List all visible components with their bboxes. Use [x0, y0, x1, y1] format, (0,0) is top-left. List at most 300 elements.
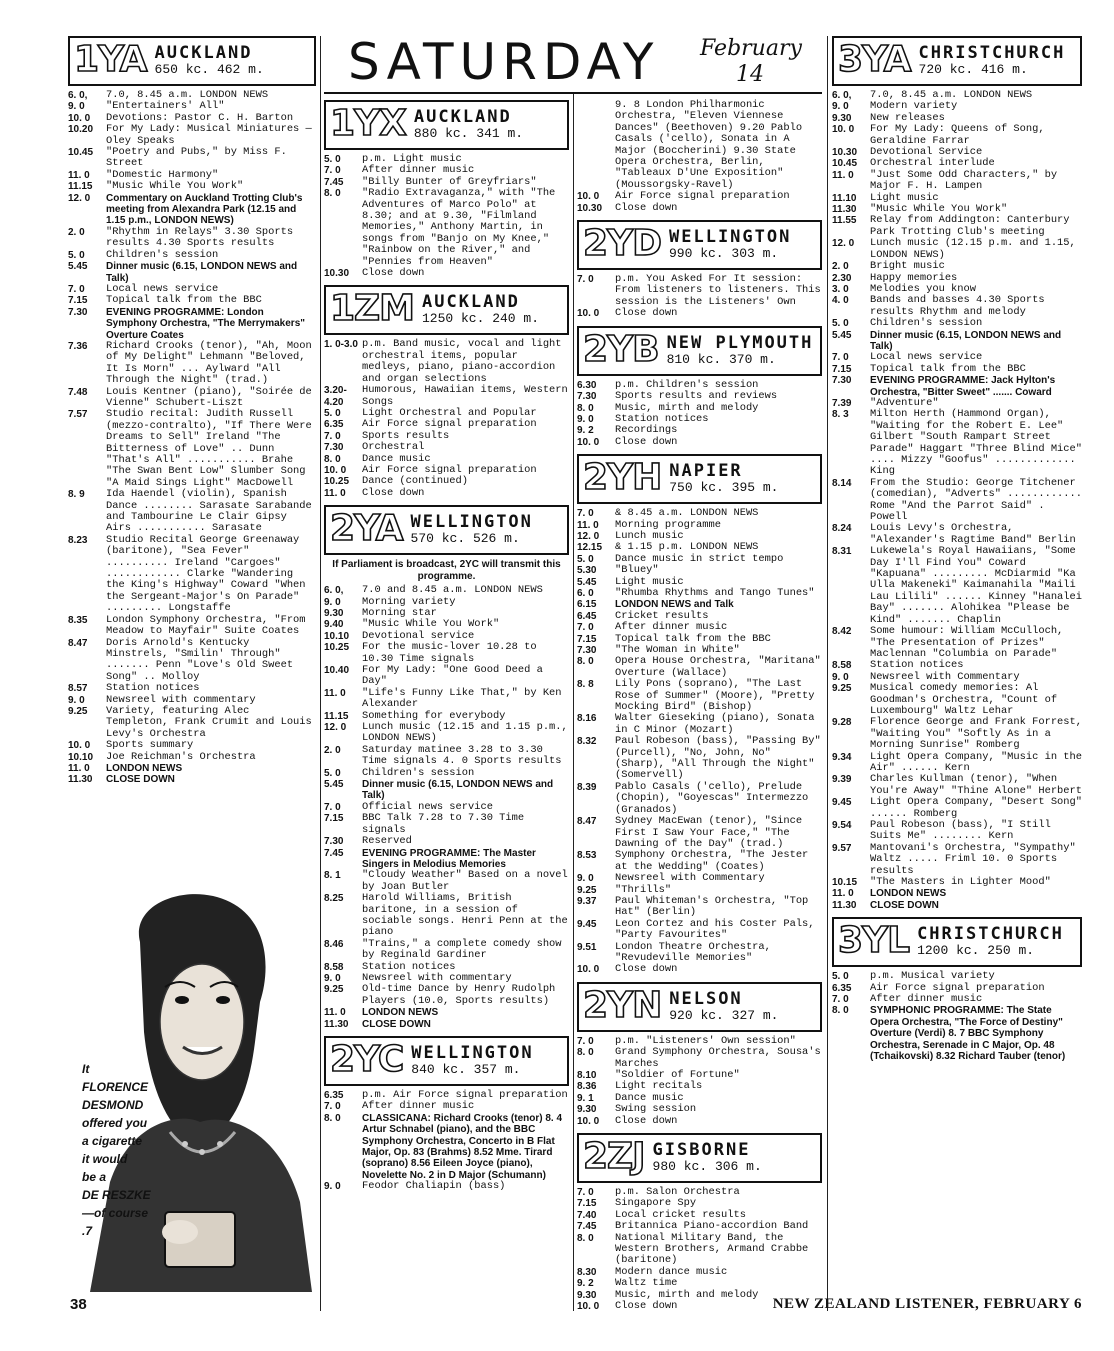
programme-description: Newsreel with Commentary	[615, 872, 765, 885]
programme-description: Modern dance music	[615, 1265, 728, 1278]
programme-item	[68, 307, 316, 341]
programme-time: 5. 0	[324, 767, 341, 779]
programme-time: 8.16	[577, 713, 597, 725]
station-frequency: 1250 kc. 240 m.	[421, 311, 540, 327]
station-2yn	[577, 982, 822, 1127]
programme-time: 5. 0	[832, 318, 849, 330]
station-logo: 2YC	[330, 1039, 404, 1080]
station-logo: 1YA	[74, 39, 147, 80]
programme-description: Lunch music (12.15 p.m. and 1.15, LONDON NEWS)	[870, 237, 1076, 261]
programme-time: 11. 0	[324, 487, 346, 499]
programme-item	[324, 893, 569, 939]
programme-time: 9.25	[577, 884, 597, 896]
programme-time: 9. 0	[577, 873, 594, 885]
programme-description: National Military Band, the Western Brothers, Armand Crabbe (baritone)	[615, 1231, 809, 1267]
programme-item	[324, 848, 569, 871]
programme-item	[324, 722, 569, 745]
programme-item	[324, 1007, 569, 1018]
programme-description: Richard Crooks (tenor), "Ah, Moon of My Delight" Lehmann "Beloved, It Is Morn" ... Aylward "All Through the Night" (trad.)	[106, 339, 312, 387]
programme-time: 5. 0	[832, 971, 849, 983]
programme-description: Florence George and Frank Forrest, "Waiting You" "Softly As in a Morning Sunrise" Romberg	[870, 716, 1083, 752]
programme-time: 9. 2	[577, 1278, 594, 1290]
programme-item	[68, 535, 316, 615]
programme-description: Station notices	[615, 412, 709, 425]
station-city: AUCKLAND	[413, 107, 512, 127]
programme-description: Devotional Service	[870, 146, 983, 159]
programme-description: Reserved	[362, 835, 412, 848]
programme-description: CLASSICANA: Richard Crooks (tenor) 8. 4 Artur Schnabel (piano), and the BBC Symphony Orchestra, Concerto in B Flat Major, Op. 83 (Brahms) 8.52 Mme. Tirard (soprano) 8.56 Eileen Joyce (piano), Novelette No. 2 in D Major (Schumann)	[362, 1112, 563, 1181]
programme-time: 6. 0	[577, 587, 594, 599]
programme-time: 10. 0	[577, 308, 600, 320]
programme-time: 8. 3	[832, 409, 849, 421]
programme-time: 7.15	[577, 1198, 597, 1210]
programme-description: CLOSE DOWN	[362, 1018, 431, 1030]
programme-time: 2. 0	[68, 226, 85, 238]
programme-item	[68, 489, 316, 535]
advert-line: it would	[82, 1152, 128, 1166]
header-rule	[324, 92, 822, 94]
programme-item	[324, 836, 569, 847]
advert-line: FLORENCE	[82, 1080, 148, 1094]
programme-item	[832, 215, 1082, 238]
programme-time: 8.36	[577, 1081, 597, 1093]
programme-description: "Soldier of Fortune"	[615, 1069, 740, 1081]
programme-description: Sports results	[362, 429, 450, 442]
station-frequency: 920 kc. 327 m.	[669, 1007, 779, 1023]
station-frequency: 880 kc. 341 m.	[413, 126, 524, 141]
programme-time: 7.45	[324, 176, 344, 188]
programme-time: 5.45	[324, 779, 344, 791]
programme-item	[577, 308, 822, 319]
programme-time: 6. 0,	[68, 90, 88, 101]
programme-description: Light music	[615, 575, 684, 588]
programme-description: Orchestral interlude	[870, 157, 995, 170]
programme-description: CLOSE DOWN	[106, 774, 175, 786]
programme-item	[324, 870, 569, 893]
programme-item	[68, 638, 316, 684]
programme-description: Air Force signal preparation	[362, 418, 537, 431]
programme-item	[324, 476, 569, 487]
programme-description: & 1.15 p.m. LONDON NEWS	[615, 541, 759, 554]
broadcast-note: If Parliament is broadcast, 2YC will transmit this programme.	[332, 559, 561, 583]
station-info	[410, 102, 567, 148]
programme-description: "Bluey"	[615, 564, 659, 577]
programme-time: 7.45	[324, 847, 344, 859]
programme-time: 7.30	[324, 442, 344, 454]
programme-item	[577, 191, 822, 202]
programme-item	[832, 375, 1082, 398]
programme-time: 10.15	[832, 877, 858, 889]
programme-description: Lunch music (12.15 and 1.15 p.m., LONDON NEWS)	[362, 721, 568, 745]
programme-description: Local news service	[870, 351, 983, 364]
station-header	[324, 505, 569, 555]
programme-description: Harold Williams, British baritone, in a session of sociable songs. Henri Penn at the piano	[362, 892, 568, 939]
programme-description: Leon Cortez and his Coster Pals, "Party Favourites"	[615, 917, 815, 942]
programme-description: Ida Haendel (violin), Spanish Dance ........ Sarasate Sarabande and Tambourine Le Clair Gipsy Airs ........... Sarasate	[106, 488, 312, 535]
programme-description: Newsreel with Commentary	[870, 670, 1020, 683]
programme-item	[324, 813, 569, 836]
programme-time: 12. 0	[324, 722, 347, 734]
programme-description: Milton Herth (Hammond Organ), "Waiting for the Robert E. Lee" Gilbert "South Rampart Street Parade" Haggart "Three Blind Mice" .... Mizzy "Goofus" ............. King	[870, 408, 1083, 478]
station-info	[915, 38, 1080, 84]
programme-description: Topical talk from the BBC	[106, 294, 262, 307]
programme-description: London Symphony Orchestra, "From Meadow to Mayfair" Suite Coates	[106, 613, 306, 638]
programme-list	[577, 380, 822, 448]
programme-time: 10. 0	[68, 112, 91, 124]
advert-line: .7	[82, 1224, 93, 1238]
programme-time: 7.30	[577, 391, 597, 403]
programme-time: 11. 0	[324, 1007, 346, 1019]
programme-description: From the Studio: George Titchener (comedian), "Adverts" ............ Rome "And the Parrot Said" . Powell	[870, 476, 1083, 524]
programme-description: Air Force signal preparation	[870, 981, 1045, 994]
station-1yx	[324, 100, 569, 279]
programme-description: For My Lady: Musical Miniatures —Oley Speaks	[106, 123, 312, 147]
programme-description: Station notices	[362, 960, 456, 973]
programme-time: 8. 0	[324, 1112, 341, 1124]
programme-description: Pablo Casals ('cello), Prelude (Chopin), "Goyescas" Intermezzo (Granados)	[615, 780, 809, 816]
programme-time: 7.15	[577, 633, 597, 645]
programme-item	[577, 736, 822, 782]
programme-time: 8.24	[832, 523, 852, 535]
programme-time: 10. 0	[577, 191, 600, 203]
programme-time: 5. 0	[577, 553, 594, 565]
programme-time: 11. 0	[577, 519, 599, 531]
advert-line: be a	[82, 1170, 107, 1184]
programme-description: "Entertainers' All"	[106, 100, 225, 113]
programme-time: 8.14	[832, 477, 852, 489]
programme-list	[324, 1090, 569, 1193]
programme-description: Louis Levy's Orchestra, "Alexander's Ragtime Band" Berlin	[870, 522, 1076, 546]
station-header	[577, 982, 822, 1032]
programme-time: 10. 0	[577, 1301, 600, 1313]
station-city: GISBORNE	[652, 1140, 751, 1161]
programme-description: p.m. Band music, vocal and light orchestral items, popular medleys, piano, piano-accordion and organ selections	[362, 338, 562, 385]
programme-item	[832, 660, 1082, 671]
programme-time: 10.20	[68, 124, 94, 136]
programme-description: "Radio Extravaganza," with "The Adventures of Marco Polo" at 8.30; and at 9.30, "Filmland Memories," Anthony Martin, in songs from "Banjo on My Knee," "Rainbow on the River," and "Pennies from Heaven"	[362, 187, 556, 268]
programme-time: 7.45	[577, 1221, 597, 1233]
programme-item	[68, 740, 316, 751]
programme-time: 10.30	[324, 268, 350, 280]
programme-time: 11.55	[832, 215, 857, 227]
programme-description: Dance (continued)	[362, 475, 469, 488]
programme-time: 7.30	[832, 375, 852, 387]
programme-description: Station notices	[870, 659, 964, 672]
programme-item	[324, 597, 569, 608]
programme-item	[577, 964, 822, 975]
programme-time: 9.37	[577, 895, 597, 907]
programme-time: 8.10	[577, 1070, 597, 1081]
programme-item	[324, 768, 569, 779]
date-label	[700, 36, 800, 88]
station-logo: 2YB	[583, 328, 659, 370]
station-info	[663, 328, 820, 374]
programme-item	[832, 523, 1082, 546]
programme-time: 8.35	[68, 614, 88, 626]
programme-time: 10.30	[577, 202, 603, 214]
programme-description: LONDON NEWS	[870, 888, 947, 900]
programme-description: Topical talk from the BBC	[615, 632, 771, 645]
programme-description: & 8.45 a.m. LONDON NEWS	[615, 507, 759, 520]
programme-description: LONDON NEWS	[106, 762, 183, 774]
station-frequency: 720 kc. 416 m.	[918, 62, 1028, 77]
programme-item	[68, 227, 316, 250]
programme-description: Relay from Addington: Canterbury Park Trotting Club's meeting	[870, 214, 1070, 238]
programme-time: 5.45	[68, 261, 88, 273]
programme-item	[68, 295, 316, 306]
programme-time: 6.35	[832, 982, 852, 994]
programme-description: "Poetry and Pubs," by Miss F. Street	[106, 146, 287, 170]
station-info	[407, 507, 567, 553]
programme-time: 6. 0,	[324, 585, 344, 597]
programme-item	[577, 1047, 822, 1070]
advert-line: It	[82, 1062, 90, 1076]
programme-description: London Theatre Orchestra, "Revudeville Memories"	[615, 940, 771, 964]
programme-time: 9.39	[832, 774, 852, 786]
programme-item	[68, 706, 316, 740]
programme-item	[832, 774, 1082, 797]
programme-time: 1. 0-3.0	[324, 339, 358, 351]
programme-time: 3. 0	[832, 283, 849, 295]
programme-description: Close down	[362, 267, 425, 280]
programme-description: p.m. "Listeners' Own session"	[615, 1034, 796, 1047]
programme-description: Newsreel with commentary	[362, 971, 512, 984]
programme-time: 8.31	[832, 546, 852, 558]
page-number: 38	[70, 1296, 87, 1313]
programme-description: "Thrills"	[615, 883, 672, 896]
programme-time: 11. 0	[832, 169, 854, 181]
programme-time: 8. 0	[832, 1005, 849, 1017]
programme-description: Music, mirth and melody	[615, 1288, 759, 1301]
programme-item	[324, 939, 569, 962]
programme-description: Symphony Orchestra, "The Jester at the Wedding" (Coates)	[615, 849, 809, 873]
programme-time: 12.15	[577, 542, 603, 554]
programme-description: Waltz time	[615, 1277, 678, 1290]
programme-description: Dance music	[362, 452, 431, 465]
programme-description: Dinner music (6.15, LONDON NEWS and Talk)	[870, 329, 1062, 352]
programme-item	[577, 816, 822, 850]
programme-item	[68, 683, 316, 694]
programme-time: 8.30	[577, 1266, 597, 1278]
programme-item	[324, 268, 569, 279]
programme-time: 9.45	[832, 797, 852, 809]
programme-time: 7.15	[324, 813, 344, 825]
programme-description: Light recitals	[615, 1080, 703, 1093]
programme-description: Lily Pons (soprano), "The Last Rose of Summer" (Moore), "Pretty Mocking Bird" (Bishop)	[615, 678, 815, 714]
programme-description: Studio recital: Judith Russell (mezzo-contralto), "If There Were Dreams to Sell" Ireland "The Bitterness of Love" .. Dunn "That's All" ........... Brahe "The Swan Bent Low" Slumber Song "A Maid Sings Light" MacDowell	[106, 408, 312, 489]
programme-item	[68, 409, 316, 489]
programme-time: 8.53	[577, 850, 597, 862]
programme-item	[324, 431, 569, 442]
programme-description: 7.0, 8.45 a.m. LONDON NEWS	[106, 89, 269, 101]
programme-item	[577, 850, 822, 873]
programme-time: 11.10	[832, 192, 857, 204]
programme-time	[577, 100, 615, 191]
advertisement-de-reszke	[70, 882, 312, 1312]
programme-item	[577, 588, 822, 599]
programme-description: SYMPHONIC PROGRAMME: The State Opera Orchestra, "The Force of Destiny" Overture (Verdi) 8. 7 BBC Symphony Orchestra, Serenade in C Major, Op. 48 (Tchaikovski) 8.32 Richard Tauber (tenor)	[870, 1005, 1066, 1063]
programme-time: 10.25	[324, 642, 350, 654]
programme-item	[832, 683, 1082, 717]
programme-description: Morning variety	[362, 595, 456, 608]
column-4	[832, 36, 1082, 1069]
programme-description: EVENING PROGRAMME: The Master Singers in Melodius Memories	[362, 847, 536, 870]
programme-description: Studio Recital George Greenaway (baritone), "Sea Fever" .......... Ireland "Cargoes" ............ Clarke "Wandering the King's Highway" Coward "When the Sergeant-Major's On Parade" ......... Longstaffe	[106, 533, 306, 615]
programme-description: "Just Some Odd Characters," by Major F. H. Lampen	[870, 168, 1058, 193]
programme-description: Modern variety	[870, 100, 958, 113]
programme-description: LONDON NEWS	[362, 1007, 439, 1019]
programme-item	[68, 615, 316, 638]
station-1yx-continued	[577, 100, 822, 214]
programme-description: Dance music in strict tempo	[615, 552, 784, 565]
station-city: AUCKLAND	[421, 292, 520, 313]
station-header	[577, 454, 822, 504]
programme-time: 9.30	[577, 1289, 597, 1301]
programme-item	[577, 1233, 822, 1267]
programme-list	[832, 90, 1082, 911]
station-city: WELLINGTON	[411, 1043, 534, 1063]
programme-description: Devotional service	[362, 629, 475, 642]
programme-list	[577, 274, 822, 320]
station-frequency: 810 kc. 370 m.	[666, 351, 776, 367]
programme-description: Sydney MacEwan (tenor), "Since First I Saw Your Face," "The Dawning of the Day" (trad.)	[615, 815, 803, 850]
station-1zm	[324, 285, 569, 499]
programme-item	[832, 330, 1082, 353]
station-frequency: 750 kc. 395 m.	[669, 480, 779, 496]
programme-description: New releases	[870, 111, 945, 124]
programme-item	[577, 896, 822, 919]
programme-item	[577, 1221, 822, 1232]
station-frequency: 840 kc. 357 m.	[411, 1062, 521, 1077]
programme-item	[324, 1181, 569, 1192]
programme-time: 9. 0	[324, 1181, 341, 1193]
programme-description: Newsreel with commentary	[106, 693, 256, 706]
programme-time: 9.30	[324, 607, 344, 619]
programme-description: Close down	[615, 963, 678, 976]
programme-description: "Rhythm in Relays" 3.30 Sports results 4.30 Sports results	[106, 225, 294, 250]
programme-time: 9. 0	[68, 694, 85, 706]
programme-description: EVENING PROGRAMME: Jack Hylton's Orchestra, "Bitter Sweet" ....... Coward	[870, 375, 1056, 398]
programme-time: 8. 1	[324, 870, 341, 882]
programme-time: 10.45	[68, 147, 94, 159]
programme-time: 7.40	[577, 1209, 597, 1221]
programme-item	[68, 181, 316, 192]
programme-time: 8. 8	[577, 679, 594, 691]
programme-time: 12. 0	[577, 530, 600, 542]
programme-item	[832, 1005, 1082, 1062]
programme-time: 8.57	[68, 683, 88, 695]
station-header	[577, 220, 822, 270]
programme-item	[832, 717, 1082, 751]
programme-list	[577, 1187, 822, 1312]
programme-item	[577, 1081, 822, 1092]
programme-time: 9.28	[832, 717, 852, 729]
programme-time: 8.58	[324, 961, 344, 973]
programme-time: 6. 0,	[832, 90, 852, 101]
programme-description: Lunch music	[615, 529, 684, 542]
programme-time: 9.51	[577, 941, 597, 953]
programme-description: Walter Gieseking (piano), Sonata in C Minor (Mozart)	[615, 712, 815, 736]
programme-item	[68, 387, 316, 410]
programme-item	[577, 437, 822, 448]
programme-description: Happy memories	[870, 271, 958, 284]
programme-description: Melodies you know	[870, 282, 977, 295]
station-frequency: 980 kc. 306 m.	[652, 1159, 762, 1175]
programme-item	[832, 877, 1082, 888]
programme-description: LONDON NEWS and Talk	[615, 599, 734, 611]
programme-time: 7. 0	[832, 352, 849, 364]
programme-time: 7.48	[68, 386, 88, 398]
station-3ya	[832, 36, 1082, 911]
programme-time: 12. 0	[832, 238, 855, 250]
programme-item	[577, 873, 822, 884]
programme-time: 10.40	[324, 665, 350, 676]
programme-time: 7.30	[68, 306, 88, 318]
programme-time: 5.45	[832, 329, 852, 341]
programme-item	[832, 888, 1082, 899]
programme-description: Close down	[615, 201, 678, 214]
station-city: CHRISTCHURCH	[918, 43, 1066, 63]
programme-item	[324, 1113, 569, 1181]
programme-description: "Trains," a complete comedy show by Reginald Gardiner	[362, 937, 562, 962]
programme-description: Swing session	[615, 1103, 697, 1116]
programme-time: 6.35	[324, 1090, 344, 1101]
station-header	[324, 285, 569, 335]
programme-item	[577, 425, 822, 436]
programme-time: 7.30	[324, 836, 344, 848]
programme-description: "Domestic Harmony"	[106, 168, 219, 181]
programme-time: 11.30	[324, 1018, 349, 1030]
station-2yd	[577, 220, 822, 320]
programme-time: 7. 0	[324, 165, 341, 177]
station-info	[913, 919, 1080, 965]
programme-item	[832, 820, 1082, 843]
programme-description: Recordings	[615, 424, 678, 437]
programme-time: 6.15	[577, 599, 597, 611]
programme-item	[832, 170, 1082, 193]
programme-description: Opera House Orchestra, "Maritana" Overture (Wallace)	[615, 655, 821, 679]
advert-line: DE RESZKE	[82, 1188, 151, 1202]
column-3	[577, 100, 822, 1319]
programme-item	[324, 779, 569, 802]
programme-item	[832, 124, 1082, 147]
programme-description: 7.0 and 8.45 a.m. LONDON NEWS	[362, 584, 543, 597]
programme-description: Close down	[362, 486, 425, 499]
programme-item	[68, 250, 316, 261]
station-city: WELLINGTON	[669, 227, 792, 248]
programme-time: 7.57	[68, 409, 88, 421]
programme-time: 7.15	[68, 295, 88, 307]
programme-time: 10.25	[324, 476, 350, 488]
programme-description: EVENING PROGRAMME: London Symphony Orchestra, "The Merrymakers" Overture Coates	[106, 306, 306, 341]
programme-time: 9. 0	[68, 101, 85, 113]
programme-description: Topical talk from the BBC	[870, 362, 1026, 375]
station-logo: 1ZM	[330, 288, 414, 330]
programme-description: Local news service	[106, 282, 219, 295]
programme-time: 9.25	[68, 705, 88, 717]
programme-item	[577, 1187, 822, 1198]
programme-description: Close down	[615, 1300, 678, 1313]
programme-description: Light music	[870, 191, 939, 204]
programme-item	[324, 1019, 569, 1030]
programme-description: Orchestral	[362, 441, 425, 454]
programme-time: 7. 0	[577, 274, 594, 286]
programme-description: For My Lady: "One Good Deed a Day"	[362, 664, 543, 688]
programme-item	[577, 782, 822, 816]
programme-description: Saturday matinee 3.28 to 3.30 Time signals 4. 0 Sports results	[362, 743, 562, 768]
programme-description: p.m. Children's session	[615, 378, 759, 391]
programme-description: "Rhumba Rhythms and Tango Tunes"	[615, 586, 815, 599]
